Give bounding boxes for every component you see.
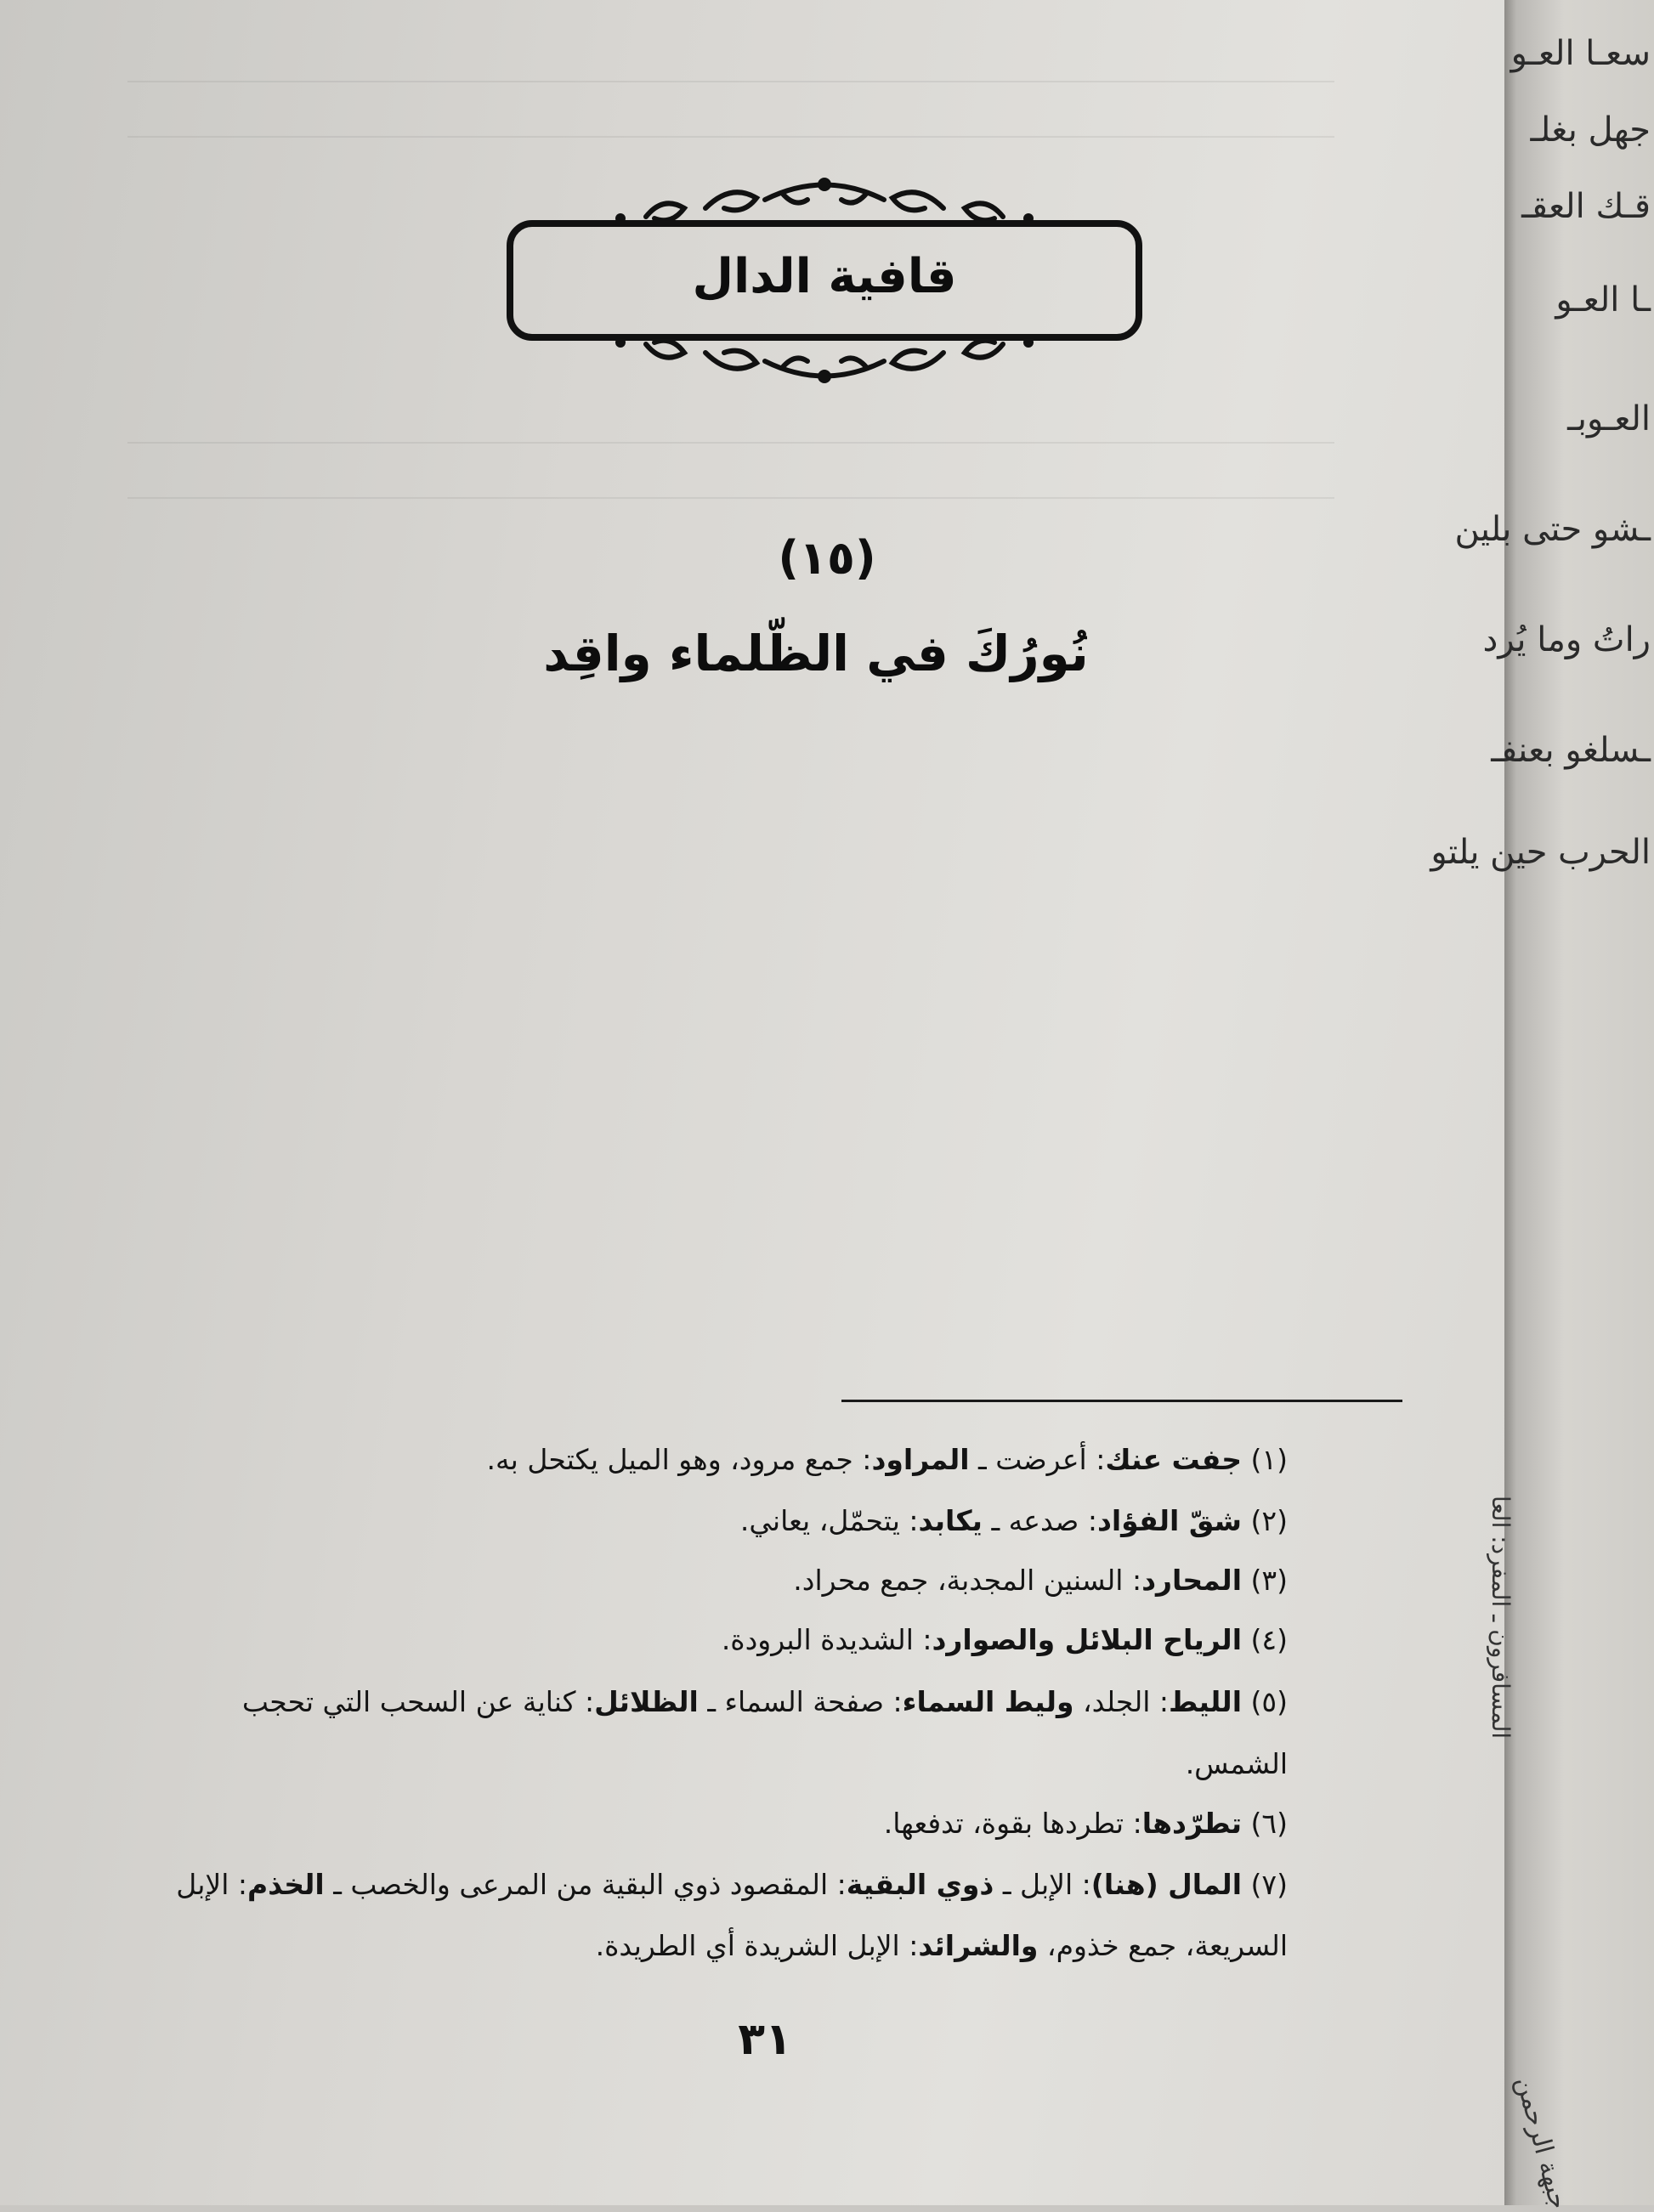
adjacent-page-text: ـشو حتى بلين bbox=[1454, 510, 1651, 549]
poem-title: نُورُكَ في الظّلماء واقِد bbox=[543, 625, 1089, 682]
adjacent-page-text: العـوبـ bbox=[1567, 399, 1651, 438]
page-number: ٣١ bbox=[738, 2014, 792, 2065]
adjacent-page-text: قـك العقـ bbox=[1521, 187, 1651, 226]
footnote: (٦) تطرّدها: تطردها بقوة، تدفعها. bbox=[883, 1807, 1288, 1840]
adjacent-page-text: سعـا العـو bbox=[1510, 34, 1651, 73]
footnote: (٢) شقّ الفؤاد: صدعه ـ يكابد: يتحمّل، يعاني. bbox=[739, 1504, 1288, 1537]
adjacent-page-edge bbox=[1430, 0, 1654, 2212]
chapter-title: قافية الدال bbox=[692, 249, 957, 304]
footnote: (٣) المحارد: السنين المجدبة، جمع محراد. bbox=[793, 1564, 1288, 1597]
adjacent-page-text: ـسلغو بعنفـ bbox=[1491, 731, 1651, 770]
adjacent-page-text: راتُ وما يُرد bbox=[1482, 620, 1651, 659]
adjacent-page-text: جهل بغلـ bbox=[1530, 110, 1651, 150]
adjacent-page-text: جبهة الرحمن bbox=[1510, 2073, 1574, 2212]
footnote: (٤) الرياح البلائل والصوارد: الشديدة البرودة. bbox=[721, 1623, 1288, 1656]
footnote-continuation: السريعة، جمع خذوم، والشرائد: الإبل الشريدة أي الطريدة. bbox=[595, 1929, 1288, 1962]
adjacent-page-text: الحرب حين يلتو bbox=[1430, 833, 1651, 872]
show-through-line bbox=[127, 497, 1334, 499]
footnote: (٥) الليط: الجلد، وليط السماء: صفحة السماء ـ الظلائل: كناية عن السحب التي تحجب bbox=[241, 1685, 1288, 1718]
footnote: (٧) المال (هنا): الإبل ـ ذوي البقية: المقصود ذوي البقية من المرعى والخصب ـ الخذم: الإبل bbox=[176, 1868, 1288, 1901]
show-through-line bbox=[127, 442, 1334, 444]
adjacent-page-text: ـا العـو bbox=[1555, 280, 1651, 320]
footnote-divider bbox=[841, 1400, 1402, 1402]
chapter-header-frame bbox=[501, 174, 1147, 387]
footnote: (١) جفت عنك: أعرضت ـ المراود: جمع مرود، وهو الميل يكتحل به. bbox=[486, 1443, 1288, 1476]
poem-number: (١٥) bbox=[778, 531, 876, 585]
footnote-continuation: الشمس. bbox=[1185, 1747, 1288, 1780]
show-through-line bbox=[127, 136, 1334, 138]
adjacent-page-text: المسافرون ـ المفرد: العا bbox=[1487, 1496, 1515, 1740]
show-through-line bbox=[127, 81, 1334, 82]
